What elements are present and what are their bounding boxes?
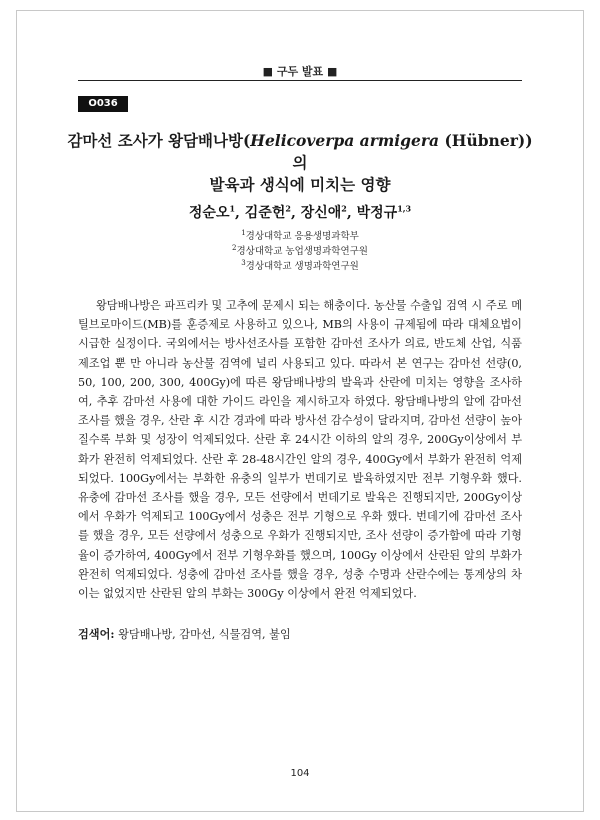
author: 정순오$^1$ [188, 203, 236, 221]
keywords-text: 왕담배나방, 감마선, 식물검역, 불임 [118, 628, 291, 641]
page-number: 104 [290, 768, 310, 779]
author-list: 정순오$^1$, 김준헌$^2$, 장신애$^2$, 박정규$^{1,3}$ [188, 203, 412, 221]
affiliation: $^3$경상대학교 생명과학연구원 [241, 258, 359, 272]
author: 박정규$^{1,3}$ [356, 203, 412, 221]
section-header: ■ 구두 발표 ■ [262, 65, 338, 78]
author: 장신애$^2$ [300, 203, 347, 221]
affiliation: $^1$경상대학교 응용생명과학부 [241, 228, 359, 242]
paper-title [60, 130, 540, 196]
title-line-2: 발육과 생식에 미치는 영향 [209, 175, 391, 194]
author: 김준헌$^2$ [244, 203, 291, 221]
title-prefix: 감마선 조사가 왕담배나방( [67, 131, 251, 150]
title-line-1 [60, 130, 540, 174]
abstract-code-badge: O036 [78, 96, 128, 112]
keywords-label: 검색어: [78, 627, 115, 641]
keywords [78, 626, 522, 642]
header-rule [78, 80, 522, 81]
title-suffix: (Hübner))의 [292, 131, 533, 172]
affiliation: $^2$경상대학교 농업생명과학연구원 [232, 243, 368, 257]
scientific-name: Helicoverpa armigera [250, 131, 440, 150]
abstract-body: 왕담배나방은 파프리카 및 고추에 문제시 되는 해충이다. 농산물 수출입 검역 시 주로 메틸브로마이드(MB)를 훈증제로 사용하고 있으나, MB의 사용이 규제됨에 따라 대체요법이 시급한 실정이다. 국외에서는 방사선조사를 포함한 감마선 조사가 의료, 반도체 산업, 식품 제조업 뿐 만 아니라 농산물 검역에 널리 사용되고 있다. 따라서 본 연구는 감마선 선량(0, 50, 100, 200, 300, 400Gy)에 따른 왕담배나방의 발육과 산란에 미치는 영향을 조사하여, 추후 감마선 사용에 대한 가이드 라인을 제시하고자 하였다. 왕담배나방의 알에 감마선 조사를 했을 경우, 산란 후 시간 경과에 따라 방사선 감수성이 달라지며, 감마선 선량이 높아질수록 부화 및 성장이 억제되었다. 산란 후 24시간 이하의 알의 경우, 200Gy이상에서 부화가 완전히 억제되었다. 산란 후 28-48시간인 알의 경우, 400Gy에서 부화가 완전히 억제되었다. 100Gy에서는 부화한 유충의 일부가 번데기로 발육하였지만 전부 기형우화 했다. 유충에 감마선 조사를 했을 경우, 모든 선량에서 번데기로 발육은 진행되지만, 200Gy이상에서 우화가 억제되고 100Gy에서 성충은 전부 기형으로 우화 했다. 번데기에 감마선 조사를 했을 경우, 모든 선량에서 성충으로 우화가 진행되지만, 조사 선량이 증가함에 따라 기형율이 증가하여, 400Gy에서 전부 기형우화를 했으며, 100Gy 이상에서 산란된 알의 부화가 완전히 억제되었다. 성충에 감마선 조사를 했을 경우, 성충 수명과 산란수에는 통계상의 차이는 없었지만 산란된 알의 부화는 300Gy 이상에서 완전 억제되었다. [78, 299, 522, 601]
